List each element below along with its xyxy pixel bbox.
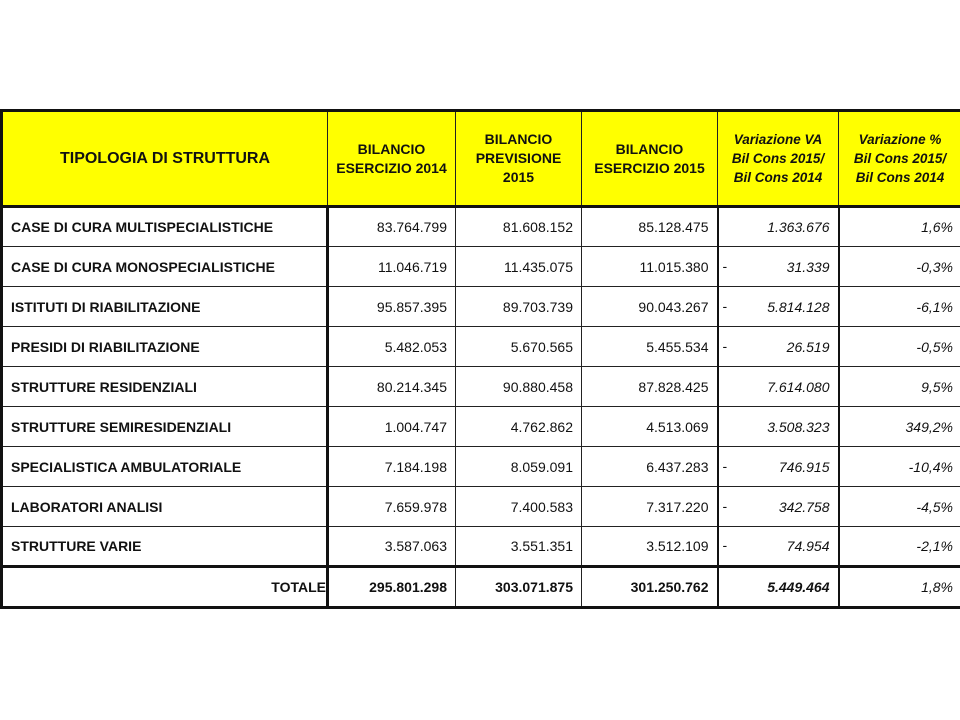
header-previsione-2015-line-3: 2015 [502, 169, 535, 185]
table-body [2, 207, 960, 608]
cell-variazione-va [718, 447, 839, 487]
cell-bilancio-2015: 87.828.425 [582, 367, 718, 407]
total-variazione-pct: 1,8% [839, 567, 960, 608]
negative-sign: - [722, 537, 728, 554]
cell-bilancio-2015: 3.512.109 [582, 527, 718, 567]
variazione-va-value: 1.363.676 [767, 219, 830, 235]
cell-bilancio-2014: 83.764.799 [328, 207, 456, 247]
cell-bilancio-2015: 5.455.534 [582, 327, 718, 367]
total-bilancio-2014: 295.801.298 [328, 567, 456, 608]
variazione-va-value: 342.758 [778, 498, 830, 515]
cell-bilancio-2014: 80.214.345 [328, 367, 456, 407]
table-row [2, 527, 960, 567]
total-previsione-2015: 303.071.875 [456, 567, 582, 608]
variazione-va-value: 31.339 [786, 258, 830, 275]
cell-variazione-pct: 349,2% [839, 407, 960, 447]
cell-previsione-2015: 4.762.862 [456, 407, 582, 447]
header-tipologia: TIPOLOGIA DI STRUTTURA [2, 111, 328, 207]
negative-sign: - [722, 497, 728, 514]
cell-previsione-2015: 11.435.075 [456, 247, 582, 287]
total-row [2, 567, 960, 608]
variazione-va-value: 74.954 [786, 538, 830, 554]
budget-table [0, 109, 960, 609]
table-row [2, 367, 960, 407]
table-row [2, 207, 960, 247]
header-variazione-pct-line-2: Bil Cons 2015/ [853, 151, 947, 166]
cell-variazione-pct: -4,5% [839, 487, 960, 527]
table-row [2, 327, 960, 367]
negative-sign: - [722, 337, 728, 354]
cell-variazione-pct: -0,3% [839, 247, 960, 287]
cell-variazione-va [718, 527, 839, 567]
header-bilancio-2014 [328, 111, 456, 207]
cell-bilancio-2015: 11.015.380 [582, 247, 718, 287]
cell-variazione-va [718, 327, 839, 367]
header-bilancio-2015 [582, 111, 718, 207]
cell-tipologia: PRESIDI DI RIABILITAZIONE [2, 327, 328, 367]
header-variazione-va-line-1: Variazione VA [733, 132, 823, 147]
cell-bilancio-2015: 7.317.220 [582, 487, 718, 527]
header-bilancio-2014-line-1: BILANCIO [357, 140, 426, 157]
table-row [2, 247, 960, 287]
cell-variazione-pct: -0,5% [839, 327, 960, 367]
header-previsione-2015-line-1: BILANCIO [484, 131, 553, 147]
header-row [2, 111, 960, 207]
cell-bilancio-2014: 1.004.747 [328, 407, 456, 447]
cell-bilancio-2015: 4.513.069 [582, 407, 718, 447]
cell-bilancio-2014: 5.482.053 [328, 327, 456, 367]
header-variazione-va [718, 111, 839, 207]
cell-bilancio-2014: 7.659.978 [328, 487, 456, 527]
cell-previsione-2015: 7.400.583 [456, 487, 582, 527]
table-row [2, 287, 960, 327]
cell-previsione-2015: 8.059.091 [456, 447, 582, 487]
cell-previsione-2015: 89.703.739 [456, 287, 582, 327]
cell-previsione-2015: 90.880.458 [456, 367, 582, 407]
variazione-va-value: 3.508.323 [767, 418, 830, 435]
negative-sign: - [722, 297, 728, 314]
header-bilancio-2015-line-2: ESERCIZIO 2015 [594, 159, 705, 176]
cell-variazione-pct: -2,1% [839, 527, 960, 567]
cell-bilancio-2014: 3.587.063 [328, 527, 456, 567]
header-bilancio-2014-line-2: ESERCIZIO 2014 [336, 159, 447, 176]
total-variazione-va: 5.449.464 [718, 567, 839, 608]
cell-previsione-2015: 81.608.152 [456, 207, 582, 247]
variazione-va-value: 7.614.080 [767, 378, 830, 395]
cell-tipologia: ISTITUTI DI RIABILITAZIONE [2, 287, 328, 327]
cell-bilancio-2014: 11.046.719 [328, 247, 456, 287]
header-variazione-pct-line-1: Variazione % [858, 132, 942, 147]
table-header [2, 111, 960, 207]
cell-previsione-2015: 3.551.351 [456, 527, 582, 567]
table-row [2, 487, 960, 527]
header-variazione-pct [839, 111, 960, 207]
cell-bilancio-2014: 95.857.395 [328, 287, 456, 327]
negative-sign: - [722, 257, 728, 274]
header-variazione-pct-line-3: Bil Cons 2014 [855, 170, 945, 185]
negative-sign: - [722, 457, 728, 474]
cell-variazione-va [718, 367, 839, 407]
header-previsione-2015-line-2: PREVISIONE [475, 150, 562, 166]
cell-tipologia: STRUTTURE VARIE [2, 527, 328, 567]
cell-tipologia: SPECIALISTICA AMBULATORIALE [2, 447, 328, 487]
header-variazione-va-line-2: Bil Cons 2015/ [731, 151, 825, 166]
header-previsione-2015 [456, 111, 582, 207]
cell-tipologia: STRUTTURE RESIDENZIALI [2, 367, 328, 407]
cell-tipologia: CASE DI CURA MULTISPECIALISTICHE [2, 207, 328, 247]
cell-tipologia: STRUTTURE SEMIRESIDENZIALI [2, 407, 328, 447]
table-row [2, 447, 960, 487]
variazione-va-value: 5.814.128 [767, 298, 830, 315]
cell-previsione-2015: 5.670.565 [456, 327, 582, 367]
cell-variazione-va [718, 487, 839, 527]
total-bilancio-2015: 301.250.762 [582, 567, 718, 608]
variazione-va-value: 746.915 [778, 458, 830, 475]
header-variazione-va-line-3: Bil Cons 2014 [733, 170, 823, 185]
cell-bilancio-2015: 85.128.475 [582, 207, 718, 247]
variazione-va-value: 26.519 [786, 338, 830, 355]
cell-variazione-va [718, 247, 839, 287]
header-bilancio-2015-line-1: BILANCIO [615, 140, 684, 157]
cell-bilancio-2015: 90.043.267 [582, 287, 718, 327]
budget-table-container [0, 109, 960, 609]
cell-tipologia: CASE DI CURA MONOSPECIALISTICHE [2, 247, 328, 287]
cell-variazione-pct: -10,4% [839, 447, 960, 487]
cell-variazione-pct: 9,5% [839, 367, 960, 407]
cell-bilancio-2015: 6.437.283 [582, 447, 718, 487]
cell-tipologia: LABORATORI ANALISI [2, 487, 328, 527]
cell-variazione-pct: -6,1% [839, 287, 960, 327]
cell-variazione-pct: 1,6% [839, 207, 960, 247]
table-row [2, 407, 960, 447]
cell-variazione-va [718, 287, 839, 327]
total-label: TOTALE [2, 567, 328, 608]
cell-bilancio-2014: 7.184.198 [328, 447, 456, 487]
cell-variazione-va [718, 407, 839, 447]
cell-variazione-va [718, 207, 839, 247]
